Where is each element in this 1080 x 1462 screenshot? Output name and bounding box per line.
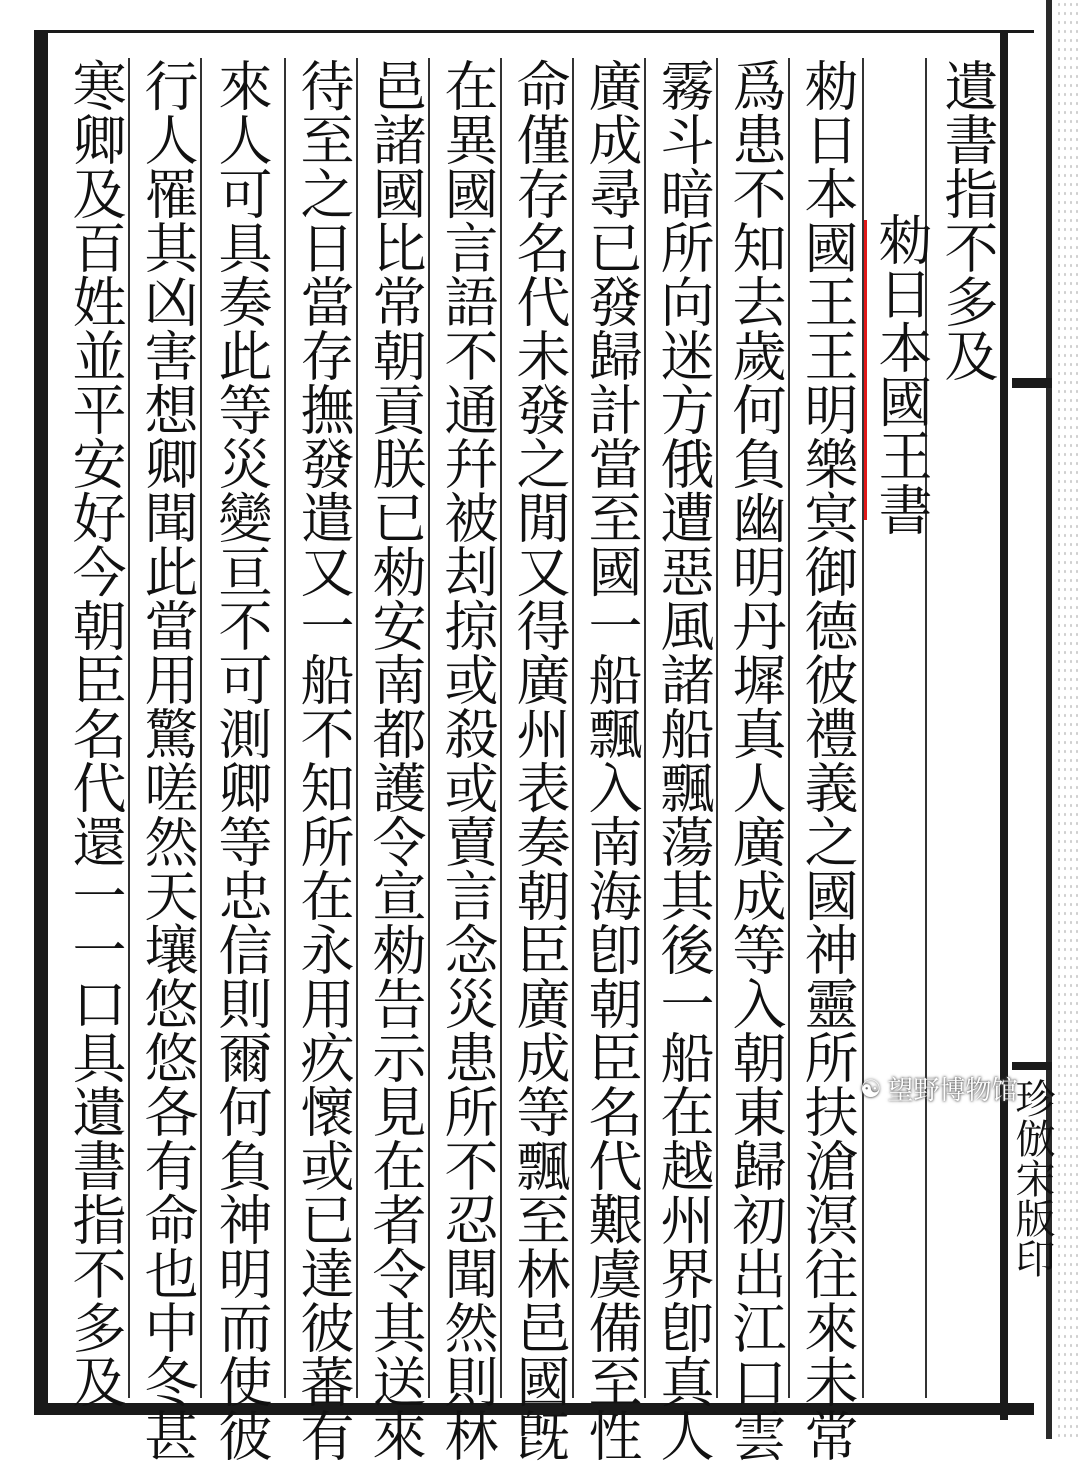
column-rule (644, 58, 646, 1398)
column-rule (200, 58, 202, 1398)
fishtail-mark-top (1012, 378, 1052, 388)
text-column-10: 待至之日當存撫發遣又一船不知所在永用疚懷或已達彼蕃有 (292, 58, 355, 1462)
text-column-2-heading: 勑日本國王書 (870, 212, 933, 536)
column-rule (572, 58, 574, 1398)
text-column-6: 廣成尋已發歸計當至國一船飄入南海卽朝臣名代艱虞備至性 (580, 58, 643, 1462)
text-column-1: 遺書指不多及 (936, 58, 999, 382)
wechat-icon: ☯ (860, 1074, 882, 1103)
text-column-9: 邑諸國比常朝貢朕已勑安南都護令宣勑告示見在者令其送來 (364, 58, 427, 1462)
text-column-3: 勑日本國王王明樂㝠御德彼禮義之國神靈所扶滄溟往來未常 (796, 58, 859, 1462)
column-rule (788, 58, 790, 1398)
text-column-8: 在異國言語不通幷被刦掠或殺或賣言念災患所不忍聞然則林 (436, 58, 499, 1462)
fishtail-mark-bottom (1012, 1062, 1052, 1070)
column-rule (128, 58, 130, 1398)
text-column-4: 爲患不知去歲何負幽明丹墀真人廣成等入朝東歸初出江口雲 (724, 58, 787, 1462)
column-rule (356, 58, 358, 1398)
text-column-12: 行人罹其凶害想卿聞此當用驚嗟然天壤悠悠各有命也中冬甚 (136, 58, 199, 1462)
page-edge-texture (1056, 0, 1080, 1439)
red-underline-mark (864, 220, 867, 520)
edition-label: 珍倣宋版印 (1009, 1078, 1055, 1278)
text-column-5: 霧斗暗所向迷方俄遭惡風諸船飄蕩其後一船在越州界卽真人 (652, 58, 715, 1462)
column-rule (284, 58, 286, 1398)
column-rule (500, 58, 502, 1398)
column-rule (428, 58, 430, 1398)
frame-right-border (1000, 30, 1008, 1420)
text-column-7: 命僅存名代未發之閒又得廣州表奏朝臣廣成等飄至林邑國旣 (508, 58, 571, 1462)
text-column-13: 寒卿及百姓並平安好今朝臣名代還一一口具遺書指不多及 (64, 58, 127, 1408)
text-column-11: 來人可具奏此等災變亘不可測卿等忠信則爾何負神明而使彼 (210, 58, 273, 1462)
column-rule (716, 58, 718, 1398)
watermark (860, 1070, 1018, 1107)
watermark-text: 望野博物馆 (887, 1076, 1018, 1106)
